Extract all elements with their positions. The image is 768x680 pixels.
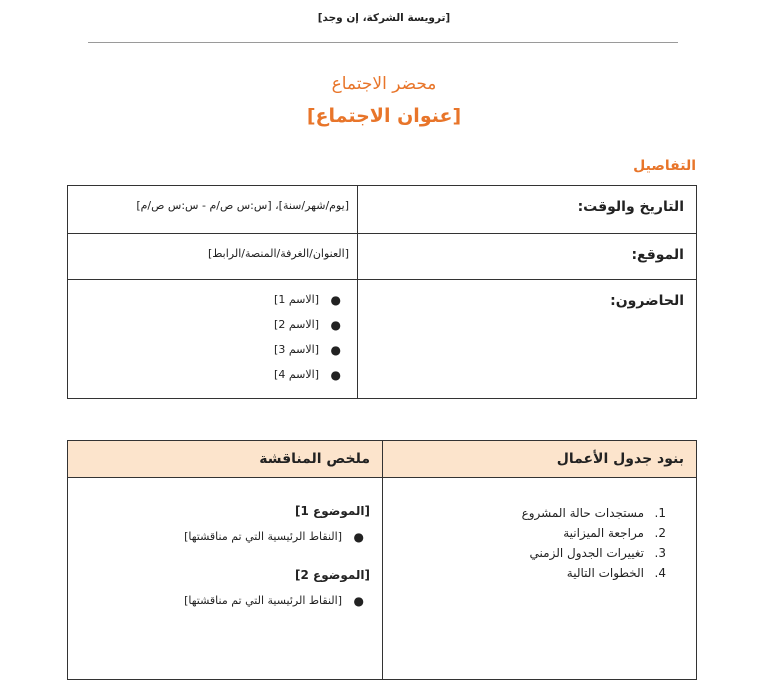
header-divider bbox=[88, 42, 678, 43]
topic-point-text: [النقاط الرئيسية التي تم مناقشتها] bbox=[184, 594, 342, 607]
table-row bbox=[68, 280, 697, 399]
bullet-icon: ● bbox=[353, 594, 364, 608]
topic-title: [الموضوع 1] bbox=[294, 504, 370, 518]
bullet-icon: ● bbox=[330, 318, 341, 332]
attendees-cell bbox=[68, 280, 358, 399]
bullet-icon: ● bbox=[330, 293, 341, 307]
topic-title: [الموضوع 2] bbox=[294, 568, 370, 582]
item-text: مراجعة الميزانية bbox=[563, 526, 644, 540]
location-value: [العنوان/الغرفة/المنصة/الرابط] bbox=[68, 234, 358, 280]
details-table bbox=[67, 185, 697, 399]
location-label: الموقع: bbox=[358, 234, 697, 280]
table-header-row bbox=[68, 441, 697, 478]
agenda-table bbox=[67, 440, 697, 680]
attendee-name: [الاسم 2] bbox=[274, 318, 319, 331]
date-value: [يوم/شهر/سنة]، [س:س ص/م - س:س ص/م] bbox=[68, 186, 358, 234]
attendee-name: [الاسم 1] bbox=[274, 293, 319, 306]
attendees-label: الحاضرون: bbox=[358, 280, 697, 399]
discussion-summary-header: ملخص المناقشة bbox=[68, 441, 383, 478]
topic-point-text: [النقاط الرئيسية التي تم مناقشتها] bbox=[184, 530, 342, 543]
attendee-name: [الاسم 3] bbox=[274, 343, 319, 356]
list-item bbox=[76, 343, 341, 368]
list-item bbox=[393, 545, 666, 565]
agenda-items-cell bbox=[383, 478, 697, 680]
meeting-title: [عنوان الاجتماع] bbox=[306, 105, 462, 127]
table-row bbox=[68, 234, 697, 280]
company-letterhead: [ترويسة الشركة، إن وجد] bbox=[317, 12, 451, 24]
item-text: مستجدات حالة المشروع bbox=[521, 506, 644, 520]
agenda-list bbox=[393, 505, 666, 585]
item-text: تغييرات الجدول الزمني bbox=[529, 546, 644, 560]
details-heading: التفاصيل bbox=[633, 158, 696, 174]
discussion-summary-cell bbox=[68, 478, 383, 680]
topic-point bbox=[78, 530, 370, 568]
agenda-items-header: بنود جدول الأعمال bbox=[383, 441, 697, 478]
date-label: التاريخ والوقت: bbox=[358, 186, 697, 234]
item-number: 1. bbox=[654, 506, 666, 520]
item-number: 4. bbox=[654, 566, 666, 580]
topic-point bbox=[78, 594, 370, 632]
attendees-list bbox=[76, 293, 349, 393]
bullet-icon: ● bbox=[353, 530, 364, 544]
list-item bbox=[393, 505, 666, 525]
item-number: 2. bbox=[654, 526, 666, 540]
list-item bbox=[76, 293, 341, 318]
item-text: الخطوات التالية bbox=[566, 566, 644, 580]
document-title: محضر الاجتماع bbox=[331, 74, 437, 94]
list-item bbox=[393, 525, 666, 545]
list-item bbox=[76, 318, 341, 343]
bullet-icon: ● bbox=[330, 368, 341, 382]
list-item bbox=[76, 368, 341, 393]
attendee-name: [الاسم 4] bbox=[274, 368, 319, 381]
bullet-icon: ● bbox=[330, 343, 341, 357]
table-row bbox=[68, 186, 697, 234]
table-row bbox=[68, 478, 697, 680]
list-item bbox=[393, 565, 666, 585]
item-number: 3. bbox=[654, 546, 666, 560]
